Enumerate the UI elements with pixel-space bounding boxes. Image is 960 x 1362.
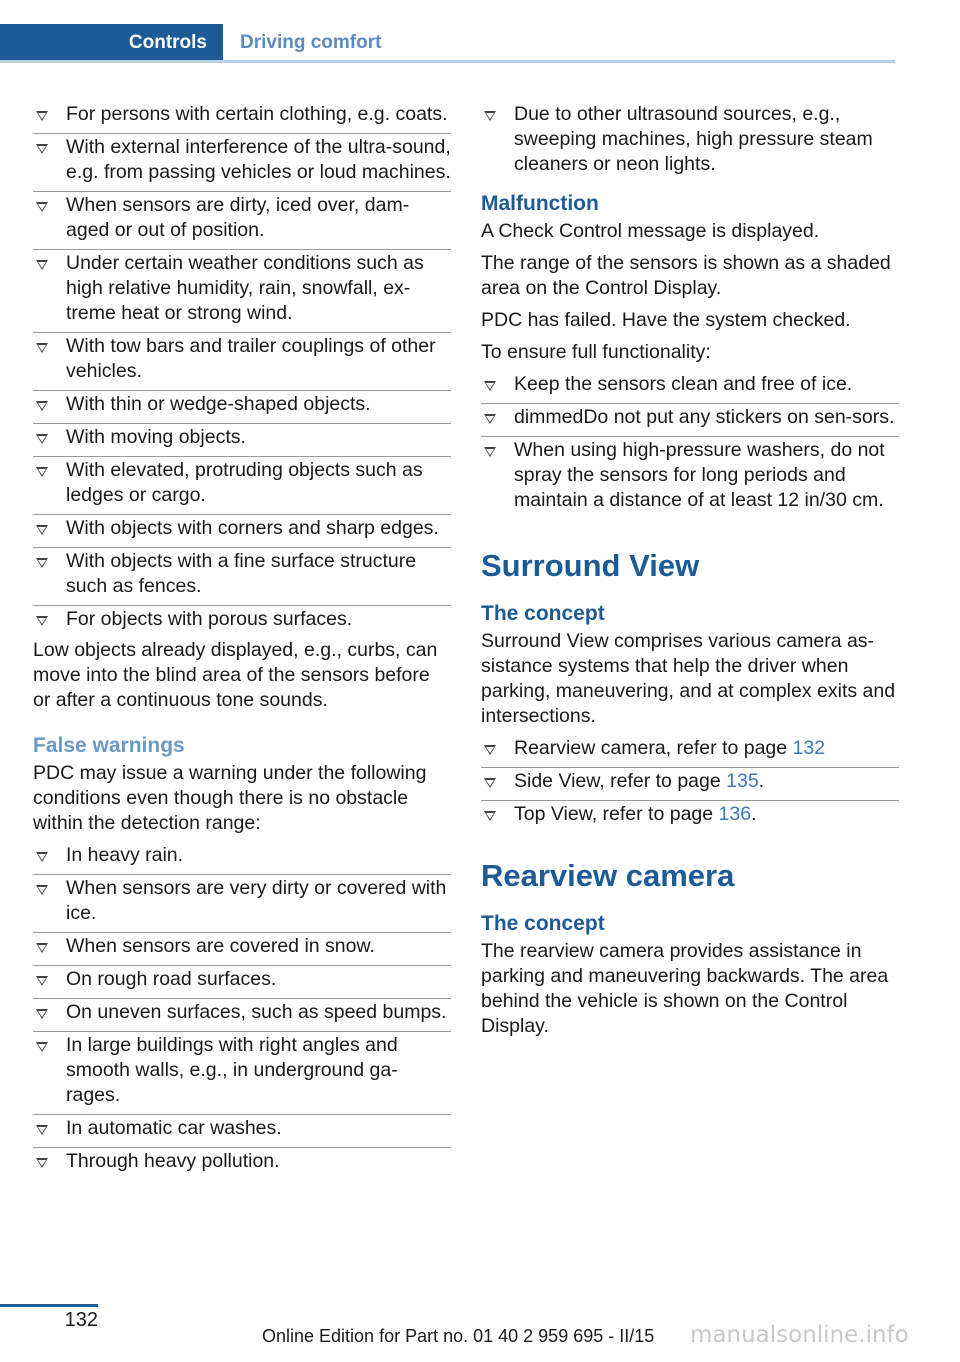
triangle-bullet-icon [484,811,496,821]
list-item: On uneven surfaces, such as speed bumps. [33,1000,451,1032]
list-item: With elevated, protruding objects such as ledges or cargo. [33,458,451,515]
bullet-list-limits [33,102,451,632]
triangle-bullet-icon [36,616,48,626]
triangle-bullet-icon [36,885,48,895]
list-item: Rearview camera, refer to page 132 [481,736,899,768]
paragraph-rearview-concept: The rearview camera provides assistance in parking and maneuvering backwards. The area behind the vehicle is shown on the Control Display. [481,940,889,1037]
triangle-bullet-icon [484,111,496,121]
heading-rearview-camera: Rearview camera [481,858,735,893]
triangle-bullet-icon [36,144,48,154]
list-item: dimmedDo not put any stickers on sen-sors. [481,405,899,437]
bullet-list-ultrasound [481,102,899,177]
triangle-bullet-icon [36,852,48,862]
list-item: Top View, refer to page 136. [481,802,899,827]
list-item: For objects with porous surfaces. [33,607,451,632]
heading-surround-concept: The concept [481,602,605,625]
page-link[interactable]: 136 [718,803,752,825]
list-item: In large buildings with right angles and smooth walls, e.g., in underground ga-rages. [33,1033,451,1115]
list-item: With objects with a fine surface structure such as fences. [33,549,451,606]
page-link[interactable]: 135 [726,770,759,792]
triangle-bullet-icon [484,778,496,788]
triangle-bullet-icon [36,260,48,270]
list-item: With tow bars and trailer couplings of other vehicles. [33,334,451,391]
triangle-bullet-icon [36,434,48,444]
header-tabs [0,24,381,62]
triangle-bullet-icon [36,401,48,411]
triangle-bullet-icon [484,414,496,424]
triangle-bullet-icon [36,202,48,212]
list-item: Keep the sensors clean and free of ice. [481,372,899,404]
paragraph-low-objects: Low objects already displayed, e.g., curbs, can move into the blind area of the sensors before or after a continuous tone sounds. [33,639,438,711]
list-item: When using high-pressure washers, do not spray the sensors for long periods and maintain a distance of at least 12 in/30 cm. [481,438,899,513]
list-item: When sensors are dirty, iced over, dam-aged or out of position. [33,193,451,250]
paragraph-malfunction-2: The range of the sensors is shown as a shaded area on the Control Display. [481,252,891,299]
list-item: Due to other ultrasound sources, e.g., sweeping machines, high pressure steam cleaners or neon lights. [481,102,899,177]
triangle-bullet-icon [36,1125,48,1135]
list-item: With moving objects. [33,425,451,457]
page-number: 132 [64,1309,98,1331]
footer-edition-text: Online Edition for Part no. 01 40 2 959 695 - II/15 [262,1326,655,1346]
list-item: With thin or wedge-shaped objects. [33,392,451,424]
list-item: Through heavy pollution. [33,1149,451,1174]
list-item: In heavy rain. [33,843,451,875]
tab-controls[interactable]: Controls [0,24,223,62]
triangle-bullet-icon [36,1158,48,1168]
triangle-bullet-icon [36,525,48,535]
header-rule [0,60,895,63]
paragraph-surround-concept: Surround View comprises various camera as-sistance systems that help the driver when parking, maneuvering, and at complex exits and intersections. [481,630,896,727]
list-item: On rough road surfaces. [33,967,451,999]
list-item: When sensors are very dirty or covered with ice. [33,876,451,933]
list-item: Side View, refer to page 135. [481,769,899,801]
triangle-bullet-icon [36,558,48,568]
triangle-bullet-icon [36,343,48,353]
triangle-bullet-icon [484,745,496,755]
paragraph-false-warnings-intro: PDC may issue a warning under the following conditions even though there is no obstacle within the detection range: [33,762,427,834]
triangle-bullet-icon [36,1009,48,1019]
triangle-bullet-icon [36,111,48,121]
list-item: When sensors are covered in snow. [33,934,451,966]
paragraph-malfunction-3: PDC has failed. Have the system checked. [481,309,851,331]
list-item: In automatic car washes. [33,1116,451,1148]
list-item: With external interference of the ultra-sound, e.g. from passing vehicles or loud machines. [33,135,451,192]
heading-false-warnings: False warnings [33,734,185,757]
heading-surround-view: Surround View [481,548,700,583]
list-item: Under certain weather conditions such as high relative humidity, rain, snowfall, ex-treme heat or strong wind. [33,251,451,333]
bullet-list-false-warnings [33,843,451,1174]
tab-driving-comfort[interactable]: Driving comfort [240,32,382,53]
list-item: For persons with certain clothing, e.g. coats. [33,102,451,134]
right-column [481,102,899,1046]
triangle-bullet-icon [36,943,48,953]
heading-malfunction: Malfunction [481,192,599,215]
left-column [33,102,451,1180]
bullet-list-functionality [481,372,899,513]
triangle-bullet-icon [36,1042,48,1052]
triangle-bullet-icon [36,467,48,477]
triangle-bullet-icon [36,976,48,986]
paragraph-malfunction-4: To ensure full functionality: [481,341,711,363]
page-number-rule [0,1304,98,1307]
triangle-bullet-icon [484,447,496,457]
heading-rearview-concept: The concept [481,912,605,935]
triangle-bullet-icon [484,381,496,391]
watermark: manualsonline.info [690,1322,909,1348]
list-item: With objects with corners and sharp edges. [33,516,451,548]
paragraph-malfunction-1: A Check Control message is displayed. [481,220,820,242]
page-link[interactable]: 132 [792,737,826,759]
bullet-list-surround-refs [481,736,899,827]
